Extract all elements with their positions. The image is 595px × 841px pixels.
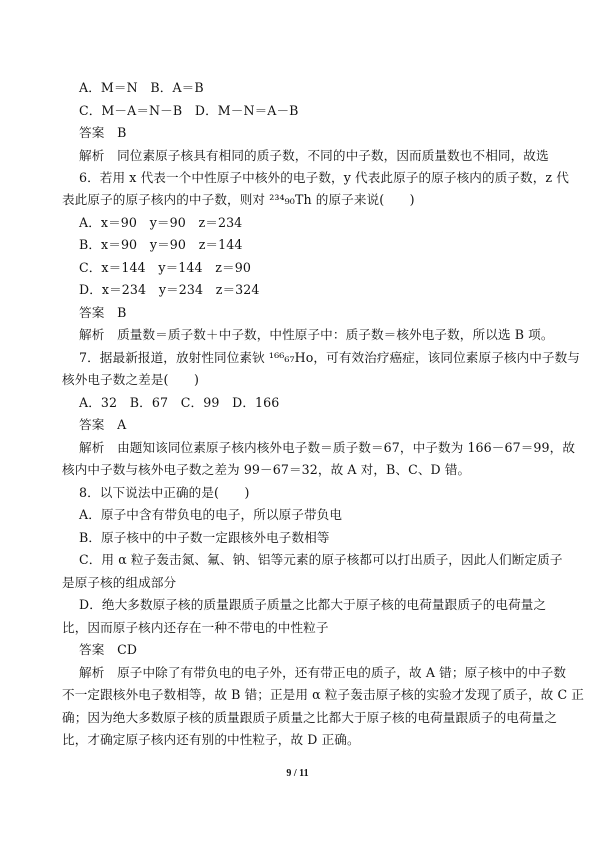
q7-stem-line2: 核外电子数之差是( ) [62,372,199,387]
q8-explanation-line4: 比，才确定原子核内还有别的中性粒子，故 D 正确。 [62,732,360,747]
q7-explanation-line2: 核内中子数与核外电子数之差为 99－67＝32，故 A 对，B、C、D 错。 [62,462,471,477]
q8-option-c-line2: 是原子核的组成部分 [62,575,177,590]
q6-stem-line2: 表此原子的原子核内的中子数，则对 ²³⁴₉₀Th 的原子来说( ) [62,192,415,207]
q5-options-a-b: A．M＝N B．A＝B [79,80,204,95]
q6-option-d: D．x＝234 y＝234 z＝324 [79,282,260,297]
q6-stem-line1: 6．若用 x 代表一个中性原子中核外的电子数，y 代表此原子的原子核内的质子数，z 代 [79,170,569,185]
q8-option-c-line1: C．用 α 粒子轰击氮、氟、钠、铝等元素的原子核都可以打出质子，因此人们断定质子 [79,552,563,567]
q5-options-c-d: C．M－A＝N－B D．M－N＝A－B [79,103,299,118]
q8-option-b: B．原子核中的中子数一定跟核外电子数相等 [79,530,330,545]
q8-option-d-line2: 比，因而原子核内还存在一种不带电的中性粒子 [62,620,329,635]
q8-explanation-line2: 不一定跟核外电子数相等，故 B 错；正是用 α 粒子轰击原子核的实验才发现了质子，故 C 正 [62,687,584,702]
q6-option-a: A．x＝90 y＝90 z＝234 [79,215,243,230]
q7-answer: 答案 A [79,417,127,432]
q8-explanation-line3: 确；因为绝大多数原子核的质量跟质子质量之比都大于原子核的电荷量跟质子的电荷量之 [62,710,558,725]
q8-option-a: A．原子中含有带负电的电子，所以原子带负电 [79,507,343,522]
q5-explanation: 解析 同位素原子核具有相同的质子数，不同的中子数，因而质量数也不相同，故选 [79,148,549,163]
q7-stem-line1: 7．据最新报道，放射性同位素钬 ¹⁶⁶₆₇Ho，可有效治疗癌症，该同位素原子核内中子数与 [79,350,581,365]
q6-answer: 答案 B [79,305,127,320]
q8-stem: 8．以下说法中正确的是( ) [79,485,250,500]
q8-option-d-line1: D．绝大多数原子核的质量跟质子质量之比都大于原子核的电荷量跟质子的电荷量之 [79,597,547,612]
q6-option-c: C．x＝144 y＝144 z＝90 [79,260,251,275]
q8-answer: 答案 CD [79,642,138,657]
q6-option-b: B．x＝90 y＝90 z＝144 [79,237,243,252]
q5-answer: 答案 B [79,125,127,140]
q7-explanation-line1: 解析 由题知该同位素原子核内核外电子数＝质子数＝67，中子数为 166－67＝99，故 [79,440,576,455]
q6-explanation: 解析 质量数＝质子数＋中子数，中性原子中：质子数＝核外电子数，所以选 B 项。 [79,327,554,342]
page-number: 9 / 11 [286,768,309,779]
q7-options: A．32 B．67 C．99 D．166 [79,395,280,410]
q8-explanation-line1: 解析 原子中除了有带负电的电子外，还有带正电的质子，故 A 错；原子核中的中子数 [79,665,567,680]
